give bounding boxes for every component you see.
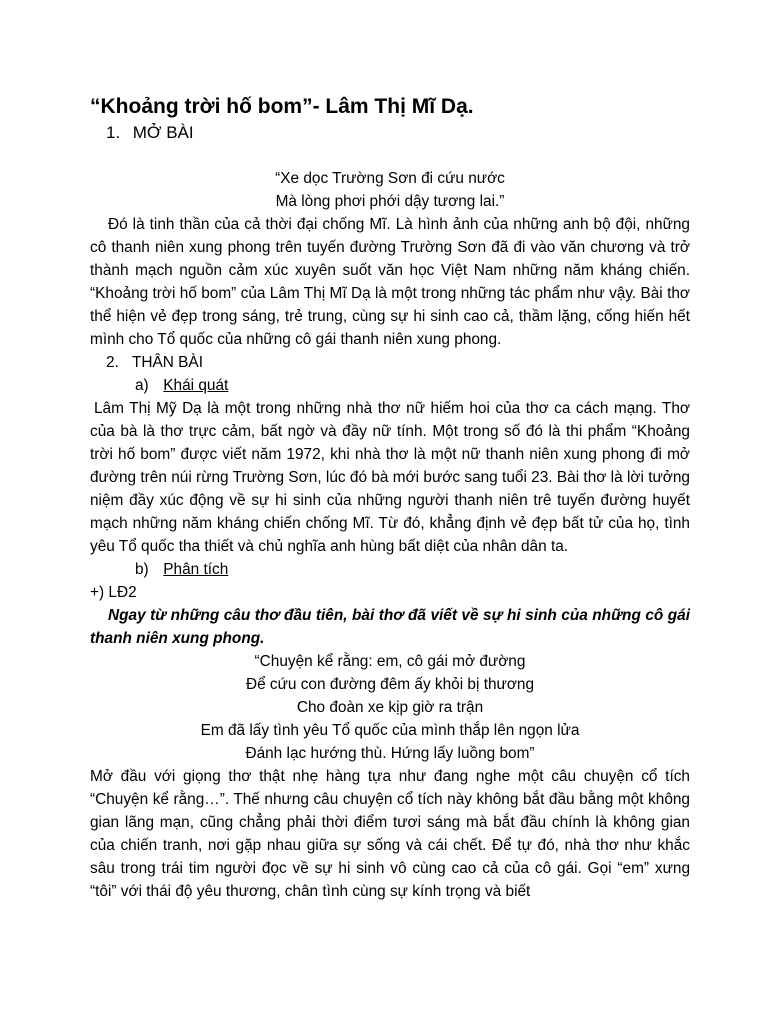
- overview-paragraph: Lâm Thị Mỹ Dạ là một trong những nhà thơ nữ hiếm hoi của thơ ca cách mạng. Thơ của bà là thơ trực cảm, bất ngờ và đầy nữ tính. Một trong số đó là thi phẩm “Khoảng trời hố bom” được viết năm 1972, khi nhà thơ là một nữ thanh niên xung phong đi mở đường trên núi rừng Trường Sơn, lúc đó bà mới bước sang tuổi 23. Bài thơ là lời tưởng niệm đầy xúc động về sự hi sinh của những người thanh niên trê tuyến đường huyết mạch những năm kháng chiến chống Mĩ. Từ đó, khẳng định vẻ đẹp bất tử của họ, tình yêu Tổ quốc tha thiết và chủ nghĩa anh hùng bất diệt của nhân dân ta.: [90, 400, 690, 555]
- document-page: [90, 93, 690, 903]
- section-label: THÂN BÀI: [132, 354, 203, 371]
- subheading-phan-tich: [90, 558, 690, 581]
- poem-line: Em đã lấy tình yêu Tổ quốc của mình thắp lên ngọn lửa: [200, 722, 580, 739]
- subheading-khai-quat: [90, 374, 690, 397]
- spacer: [90, 145, 690, 167]
- intro-paragraph: Đó là tinh thần của cả thời đại chống Mĩ. Là hình ảnh của những anh bộ đội, những cô thanh niên xung phong trên tuyến đường Trường Sơn đã đi vào văn chương và trở thành mạch nguồn cảm xúc xuyên suốt văn học Việt Nam những năm kháng chiến. “Khoảng trời hố bom” của Lâm Thị Mĩ Dạ là một trong những tác phẩm như vậy. Bài thơ thể hiện vẻ đẹp trong sáng, trẻ trung, cùng sự hi sinh cao cả, thầm lặng, cống hiến hết mình cho Tổ quốc của những cô gái thanh niên xung phong.: [90, 216, 690, 348]
- poem-line: “Xe dọc Trường Sơn đi cứu nước: [275, 170, 505, 187]
- sub-number: a): [135, 377, 149, 394]
- poem-line: Mà lòng phơi phới dậy tương lai.”: [275, 193, 505, 210]
- sub-number: b): [135, 561, 149, 578]
- opening-poem: [90, 167, 690, 213]
- document-title: “Khoảng trời hố bom”- Lâm Thị Mĩ Dạ.: [90, 95, 474, 118]
- section-number: 1.: [106, 123, 121, 142]
- section-heading-than-bai: [90, 351, 690, 374]
- sub-label: Khái quát: [163, 377, 229, 394]
- quoted-poem: [90, 650, 690, 765]
- poem-line: Để cứu con đường đêm ấy khỏi bị thương: [245, 676, 535, 693]
- poem-line: “Chuyện kể rằng: em, cô gái mở đường: [254, 653, 526, 670]
- analysis-paragraph: Mở đầu với giọng thơ thật nhẹ hàng tựa như đang nghe một câu chuyện cổ tích “Chuyện kể rằng…”. Thế nhưng câu chuyện cổ tích này không bắt đầu bằng một không gian lãng mạn, cũng chẳng phải thời điểm tươi sáng mà bắt đầu chính là không gian của chiến tranh, nơi gặp nhau giữa sự sống và cái chết. Để tự đó, nhà thơ như khắc sâu trong trái tim người đọc về sự hi sinh vô cùng cao cả của cô gái. Gọi “em” xưng “tôi” với thái độ yêu thương, chân tình cùng sự kính trọng và biết: [90, 768, 690, 900]
- section-number: 2.: [106, 354, 119, 371]
- poem-line: Cho đoàn xe kịp giờ ra trận: [296, 699, 484, 716]
- section-marker: +) LĐ2: [90, 584, 137, 601]
- emphasis-paragraph: Ngay từ những câu thơ đầu tiên, bài thơ đã viết về sự hi sinh của những cô gái thanh niên xung phong.: [90, 607, 690, 647]
- section-label: MỞ BÀI: [132, 123, 194, 142]
- poem-line: Đánh lạc hướng thù. Hứng lấy luồng bom”: [245, 745, 535, 762]
- section-heading-mo-bai: [90, 121, 690, 145]
- sub-label: Phân tích: [163, 561, 229, 578]
